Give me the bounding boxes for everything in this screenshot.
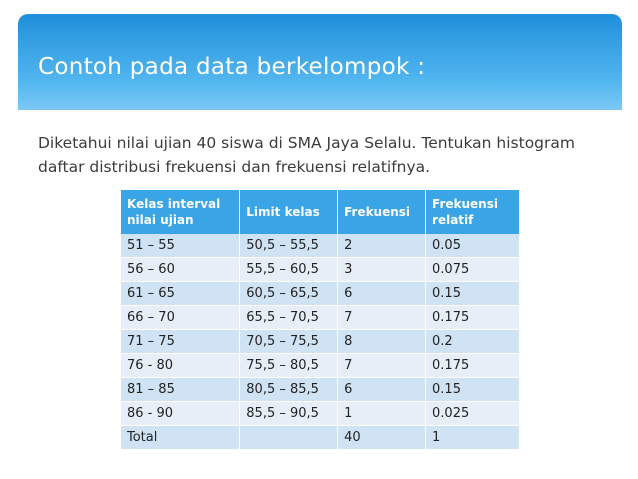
- cell-relatif: 0.175: [426, 354, 520, 378]
- cell-frekuensi: 7: [338, 354, 426, 378]
- cell-kelas: 61 – 65: [121, 282, 240, 306]
- cell-relatif: 0.175: [426, 306, 520, 330]
- table-row: [121, 378, 520, 402]
- cell-limit: 75,5 – 80,5: [240, 354, 338, 378]
- table-header-row: [121, 190, 520, 234]
- header-frekuensi-relatif: Frekuensi relatif: [426, 190, 520, 234]
- cell-limit: 50,5 – 55,5: [240, 234, 338, 258]
- cell-total-frekuensi: 40: [338, 426, 426, 450]
- cell-relatif: 0.075: [426, 258, 520, 282]
- cell-frekuensi: 6: [338, 282, 426, 306]
- table-row: [121, 306, 520, 330]
- cell-total-label: Total: [121, 426, 240, 450]
- table-row: [121, 282, 520, 306]
- cell-kelas: 76 - 80: [121, 354, 240, 378]
- cell-relatif: 0.025: [426, 402, 520, 426]
- cell-frekuensi: 2: [338, 234, 426, 258]
- cell-relatif: 0.05: [426, 234, 520, 258]
- cell-kelas: 71 – 75: [121, 330, 240, 354]
- table-row: [121, 354, 520, 378]
- cell-limit: 80,5 – 85,5: [240, 378, 338, 402]
- cell-kelas: 81 – 85: [121, 378, 240, 402]
- header-kelas-interval: Kelas interval nilai ujian: [121, 190, 240, 234]
- frequency-table: [121, 190, 520, 450]
- intro-text: Diketahui nilai ujian 40 siswa di SMA Jaya Selalu. Tentukan histogram daftar distribusi frekuensi dan frekuensi relatifnya.: [38, 134, 575, 176]
- table-row: [121, 258, 520, 282]
- cell-limit: 55,5 – 60,5: [240, 258, 338, 282]
- cell-relatif: 0.15: [426, 378, 520, 402]
- cell-frekuensi: 6: [338, 378, 426, 402]
- header-frekuensi: Frekuensi: [338, 190, 426, 234]
- cell-kelas: 51 – 55: [121, 234, 240, 258]
- slide-title: Contoh pada data berkelompok :: [38, 54, 426, 80]
- cell-kelas: 86 - 90: [121, 402, 240, 426]
- cell-frekuensi: 1: [338, 402, 426, 426]
- cell-total-relatif: 1: [426, 426, 520, 450]
- table-row: [121, 330, 520, 354]
- cell-relatif: 0.15: [426, 282, 520, 306]
- cell-kelas: 56 – 60: [121, 258, 240, 282]
- cell-frekuensi: 3: [338, 258, 426, 282]
- table-row: [121, 402, 520, 426]
- cell-limit: 60,5 – 65,5: [240, 282, 338, 306]
- cell-limit: 70,5 – 75,5: [240, 330, 338, 354]
- table-total-row: [121, 426, 520, 450]
- cell-total-limit: [240, 426, 338, 450]
- cell-relatif: 0.2: [426, 330, 520, 354]
- cell-limit: 85,5 – 90,5: [240, 402, 338, 426]
- cell-frekuensi: 7: [338, 306, 426, 330]
- table-row: [121, 234, 520, 258]
- cell-limit: 65,5 – 70,5: [240, 306, 338, 330]
- cell-frekuensi: 8: [338, 330, 426, 354]
- cell-kelas: 66 – 70: [121, 306, 240, 330]
- header-limit-kelas: Limit kelas: [240, 190, 338, 234]
